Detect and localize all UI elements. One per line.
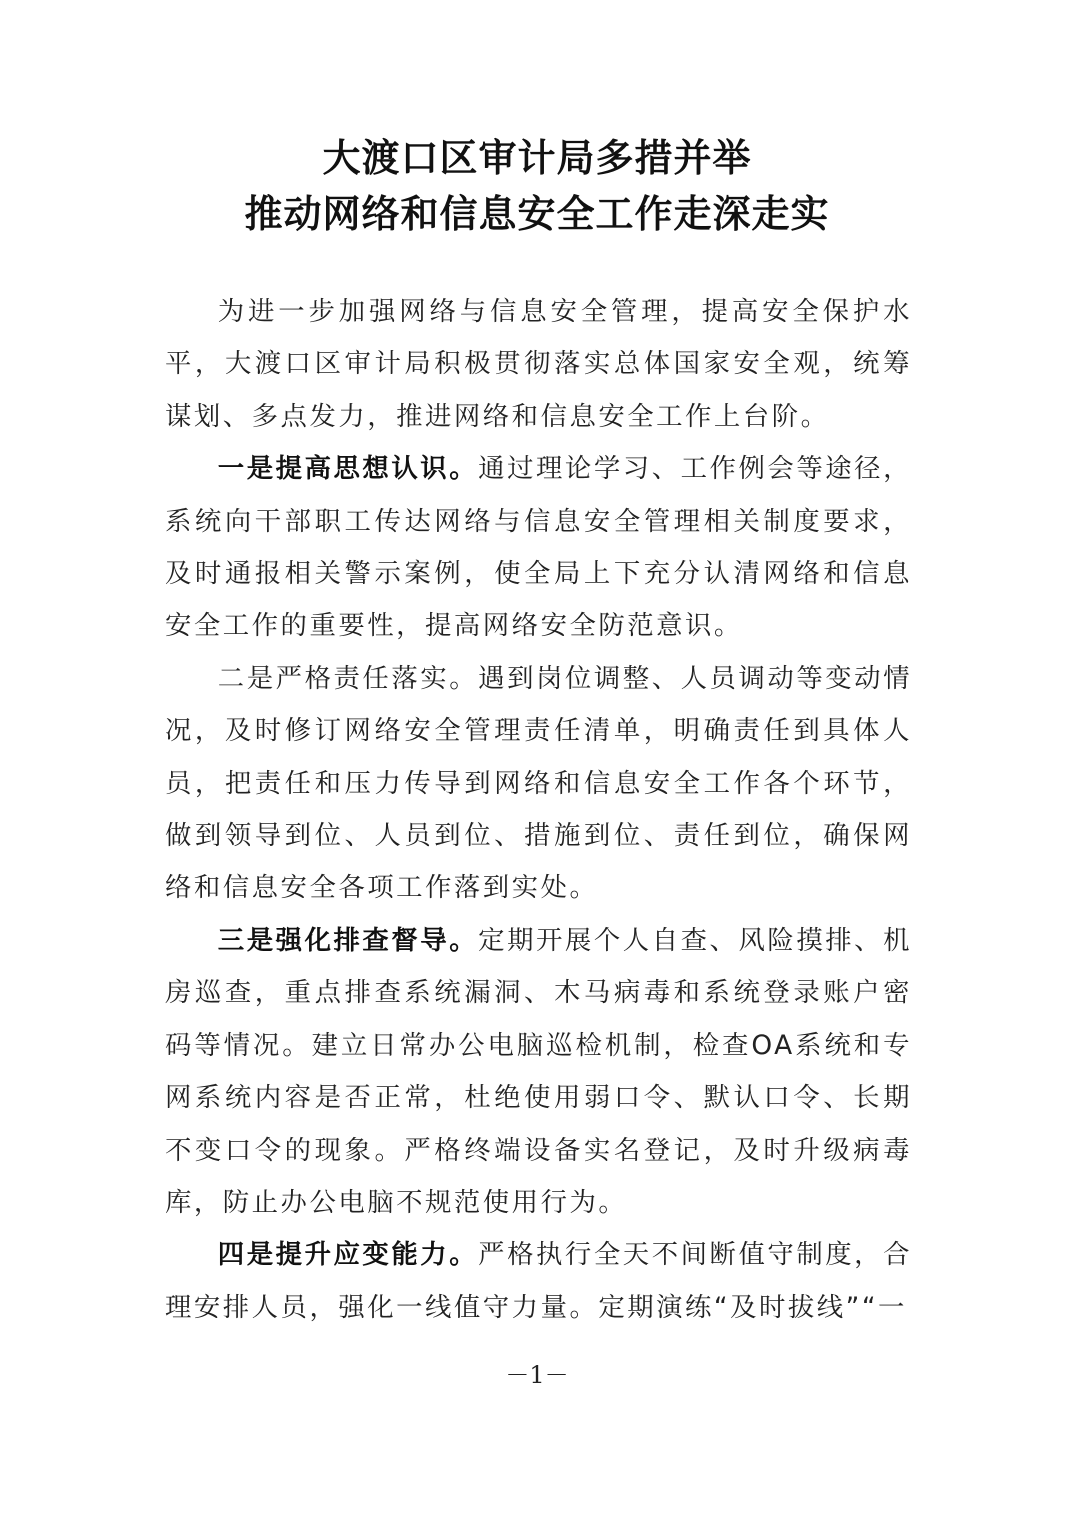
section-text-4: 严格执行全天不间断值守制度，合理安排人员，强化一线值守力量。定期演练“及时拔线”“一 — [165, 1239, 913, 1323]
section-text-3: 定期开展个人自查、风险摸排、机房巡查，重点排查系统漏洞、木马病毒和系统登录账户密码等情况。建立日常办公电脑巡检机制，检查OA系统和专网系统内容是否正常，杜绝使用弱口令、默认口令、长期不变口令的现象。严格终端设备实名登记，及时升级病毒库，防止办公电脑不规范使用行为。 — [165, 924, 913, 1218]
document-body — [165, 286, 912, 1334]
section-lead-2: 二是严格责任落实。 — [217, 662, 479, 694]
document-title-line-1: 大渡口区审计局多措并举 — [322, 135, 752, 180]
section-paragraph-1 — [165, 443, 912, 653]
section-paragraph-4 — [165, 1229, 912, 1334]
section-text-1: 通过理论学习、工作例会等途径，系统向干部职工传达网络与信息安全管理相关制度要求，及时通报相关警示案例，使全局上下充分认清网络和信息安全工作的重要性，提高网络安全防范意识。 — [165, 453, 913, 642]
section-lead-4: 四是提升应变能力。 — [217, 1239, 479, 1271]
section-lead-3: 三是强化排查督导。 — [217, 924, 479, 956]
intro-paragraph: 为进一步加强网络与信息安全管理，提高安全保护水平，大渡口区审计局积极贯彻落实总体国家安全观，统筹谋划、多点发力，推进网络和信息安全工作上台阶。 — [165, 296, 912, 432]
section-text-2: 遇到岗位调整、人员调动等变动情况，及时修订网络安全管理责任清单，明确责任到具体人员，把责任和压力传导到网络和信息安全工作各个环节，做到领导到位、人员到位、措施到位、责任到位，确保网络和信息安全各项工作落到实处。 — [165, 662, 913, 904]
page-number: －1－ — [505, 1361, 569, 1389]
section-paragraph-3 — [165, 915, 912, 1229]
section-lead-1: 一是提高思想认识。 — [217, 453, 479, 485]
section-paragraph-2 — [165, 653, 912, 915]
document-title-line-2: 推动网络和信息安全工作走深走实 — [244, 191, 830, 236]
